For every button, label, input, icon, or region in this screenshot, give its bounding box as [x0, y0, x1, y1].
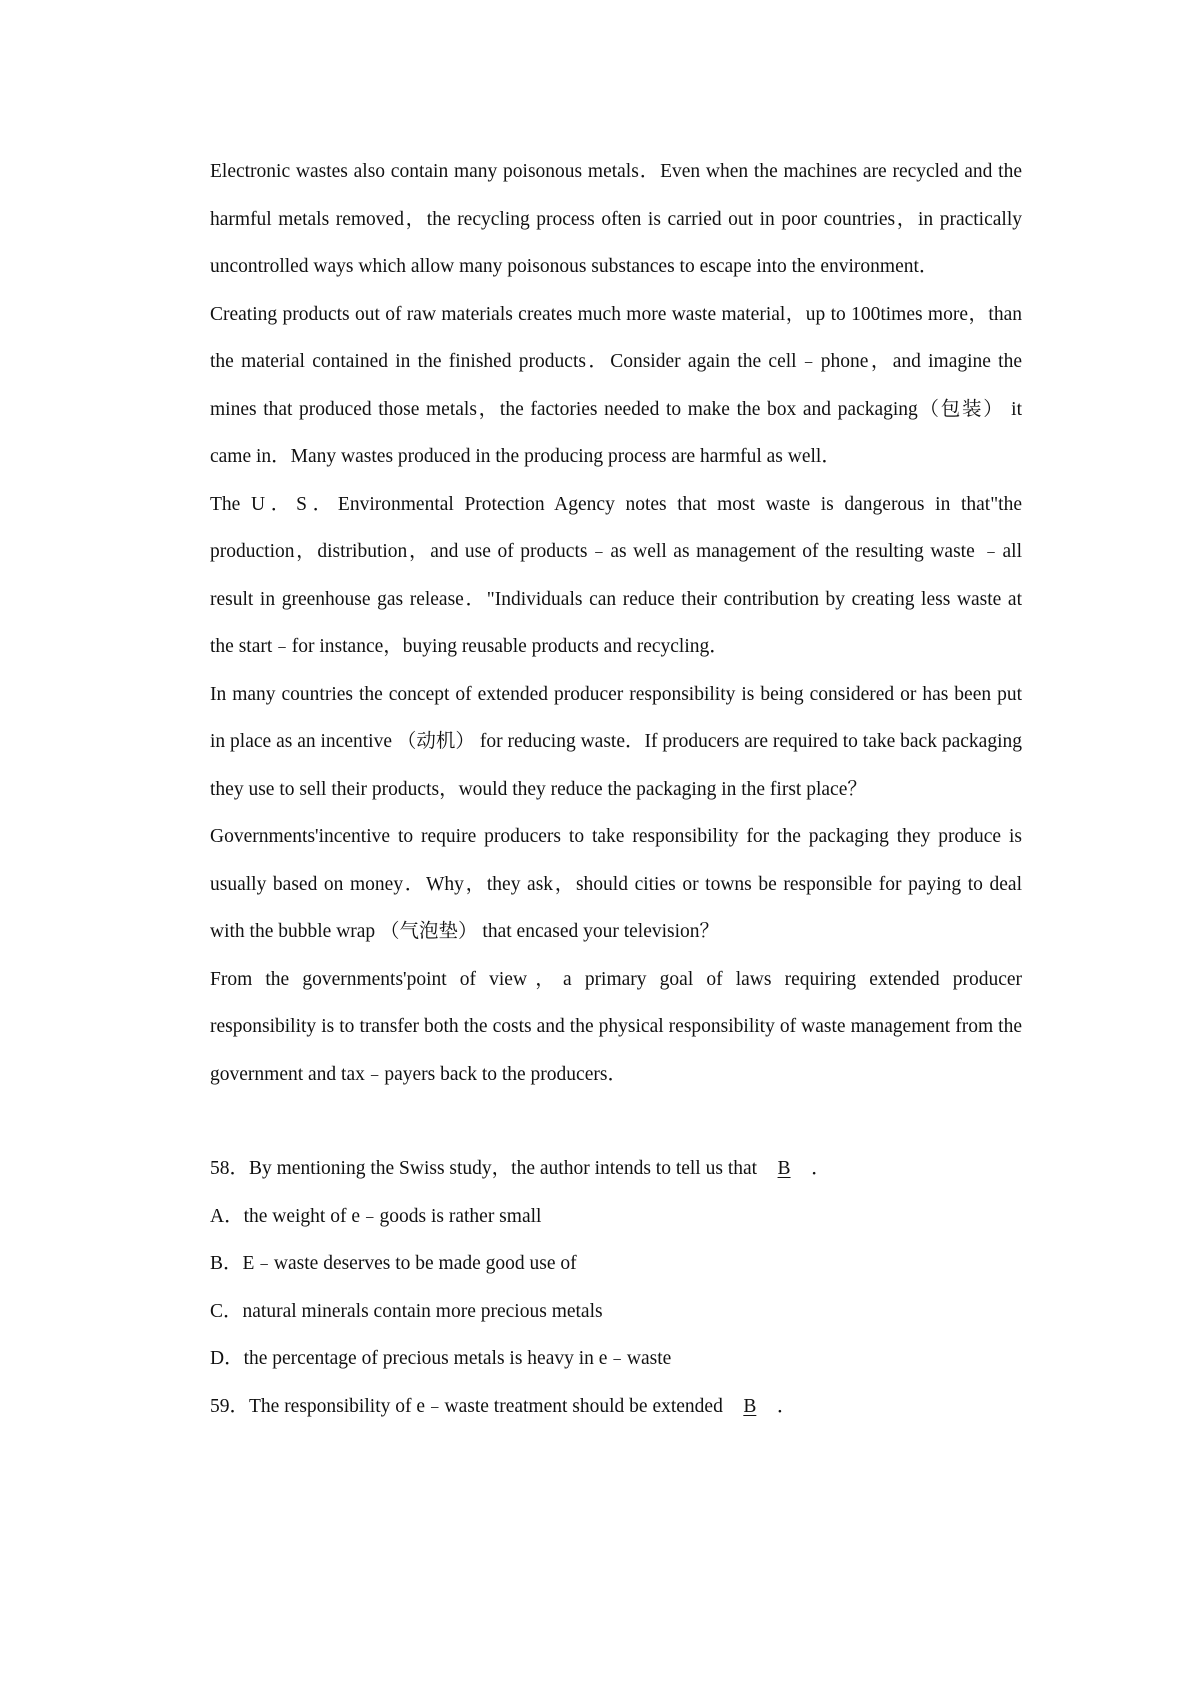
option-c: C．natural minerals contain more precious metals — [210, 1300, 603, 1322]
passage-paragraph-5: Governments'incentive to require producers to take responsibility for the packaging they produce is usually based on money．Why，they ask，should cities or towns be responsible for paying to deal with the bubble wrap （气泡垫） that encased your television？ — [210, 826, 1022, 942]
question-stem-end: ． — [811, 1158, 831, 1179]
question-stem-end: ． — [776, 1395, 797, 1417]
answer-blank: B — [743, 1395, 757, 1417]
answer-blank: B — [777, 1158, 791, 1179]
passage-paragraph-3: The U．S．Environmental Protection Agency notes that most waste is dangerous in that"the production，distribution，and use of products﹣as well as management of the resulting waste ﹣all result in greenhouse gas release．"Individuals can reduce their contribution by creating less waste at the start﹣for instance，buying reusable products and recycling． — [210, 493, 1022, 657]
document-page — [210, 148, 1022, 1430]
question-stem — [210, 1145, 1022, 1193]
option-d: D．the percentage of precious metals is heavy in e﹣waste — [210, 1348, 672, 1369]
passage-paragraph-2: Creating products out of raw materials creates much more waste material，up to 100times more，than the material contained in the finished products．Consider again the cell﹣phone，and imagine the mines that produced those metals，the factories needed to make the box and packaging（包装） it came in．Many wastes produced in the producing process are harmful as well． — [210, 303, 1022, 467]
option-a: A．the weight of e﹣goods is rather small — [210, 1205, 542, 1227]
passage-paragraph-4: In many countries the concept of extended producer responsibility is being considered or has been put in place as an incentive （动机） for reducing waste．If producers are required to take back packaging they use to sell their products，would they reduce the packaging in the first place？ — [210, 683, 1022, 800]
section-gap — [210, 1098, 1022, 1145]
question-stem-text: 59．The responsibility of e﹣waste treatment should be extended — [210, 1395, 723, 1417]
passage-paragraph-6: From the governments'point of view，a primary goal of laws requiring extended producer responsibility is to transfer both the costs and the physical responsibility of waste management from the government and tax﹣payers back to the producers． — [210, 968, 1022, 1085]
question-58 — [210, 1145, 1022, 1383]
question-stem — [210, 1383, 1022, 1431]
question-59 — [210, 1383, 1022, 1431]
passage-paragraph-1: Electronic wastes also contain many poisonous metals．Even when the machines are recycled and the harmful metals removed，the recycling process often is carried out in poor countries，in practically uncontrolled ways which allow many poisonous substances to escape into the environment． — [210, 161, 1022, 277]
question-stem-text: 58．By mentioning the Swiss study，the author intends to tell us that — [210, 1158, 758, 1179]
option-b: B．E﹣waste deserves to be made good use of — [210, 1253, 577, 1274]
